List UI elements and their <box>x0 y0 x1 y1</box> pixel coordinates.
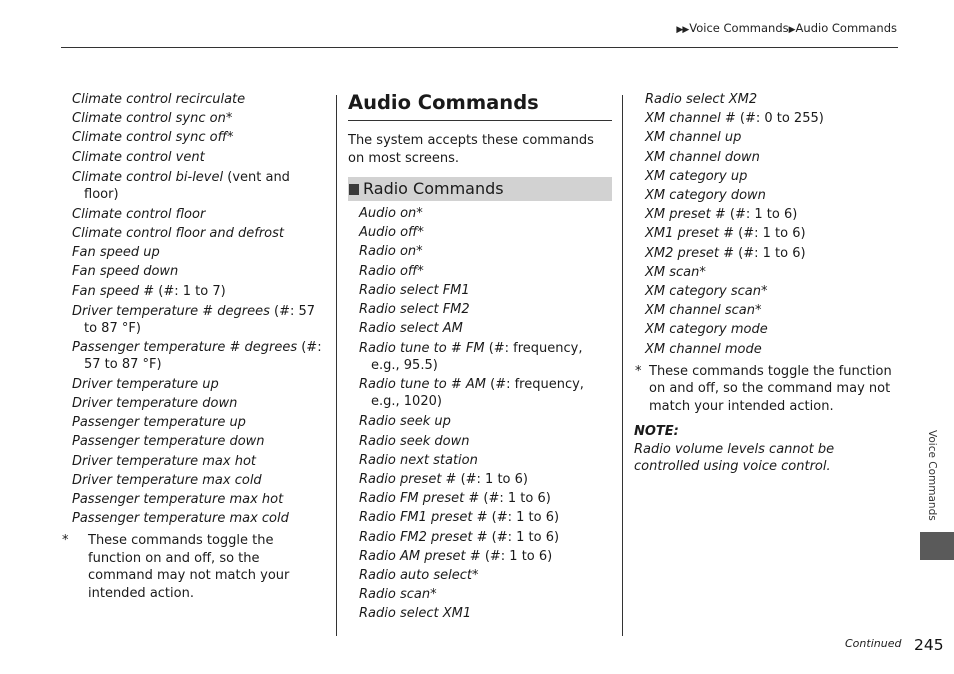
command-parameter: (#: frequency, e.g., 1020) <box>371 377 584 410</box>
footnote-text: These commands toggle the function on and off, so the command may not match your intended action. <box>649 363 892 414</box>
command-text: XM channel up <box>645 130 742 146</box>
command-text: Climate control sync off* <box>72 130 234 146</box>
command-item <box>359 451 612 470</box>
command-text: Radio seek down <box>359 433 470 449</box>
command-item <box>359 547 612 566</box>
footnote <box>62 532 327 602</box>
command-text: Audio on* <box>359 206 423 221</box>
section-title: Radio Commands <box>363 179 504 198</box>
command-text: Climate control vent <box>72 149 205 165</box>
command-item <box>359 528 612 547</box>
command-text: Radio auto select* <box>359 568 479 584</box>
command-text: Radio seek up <box>359 414 451 430</box>
command-text: XM channel mode <box>645 341 762 357</box>
command-item <box>72 109 327 128</box>
footnote-mark: * <box>635 363 642 379</box>
command-text: XM preset # <box>645 207 726 223</box>
command-item <box>72 471 327 490</box>
command-item <box>359 470 612 489</box>
command-item <box>645 340 900 359</box>
command-item <box>72 490 327 509</box>
command-item <box>359 262 612 281</box>
command-item <box>645 186 900 205</box>
arrow-icon: ▶ <box>788 25 795 35</box>
command-item <box>359 242 612 261</box>
command-text: Climate control recirculate <box>72 92 246 107</box>
command-item <box>72 282 327 301</box>
command-text: XM1 preset # <box>645 226 735 242</box>
footnote <box>635 363 900 416</box>
command-parameter: (#: 0 to 255) <box>735 111 824 127</box>
command-text: XM category up <box>645 168 748 184</box>
command-text: Radio select FM1 <box>359 282 470 298</box>
command-item <box>645 90 900 109</box>
chapter-tab[interactable] <box>920 532 954 560</box>
command-text: Fan speed # <box>72 283 155 299</box>
note-box <box>634 423 900 476</box>
footnote-mark: * <box>62 533 69 549</box>
command-item <box>645 320 900 339</box>
command-text: Fan speed up <box>72 245 160 261</box>
command-parameter: (#: 1 to 6) <box>479 491 551 507</box>
command-item <box>645 167 900 186</box>
side-tab-label: Voice Commands <box>926 430 938 521</box>
command-item <box>72 375 327 394</box>
command-item <box>359 432 612 451</box>
command-text: Radio preset # <box>359 472 457 488</box>
note-label: NOTE: <box>634 424 679 440</box>
command-item <box>645 148 900 167</box>
command-item <box>359 585 612 604</box>
command-text: Driver temperature max hot <box>72 453 257 469</box>
command-item <box>72 432 327 451</box>
command-item <box>72 128 327 147</box>
command-item <box>359 566 612 585</box>
command-item <box>72 509 327 528</box>
command-text: Passenger temperature max hot <box>72 492 284 508</box>
command-text: Radio FM1 preset # <box>359 510 488 526</box>
command-text: Radio on* <box>359 244 423 260</box>
command-item <box>645 263 900 282</box>
command-parameter: (#: 1 to 6) <box>734 226 806 242</box>
command-parameter: (#: 57 to 87 °F) <box>84 303 316 336</box>
command-item <box>359 300 612 319</box>
command-text: Radio select XM2 <box>645 92 758 107</box>
command-text: XM category scan* <box>645 284 768 300</box>
command-parameter: (#: 1 to 6) <box>725 207 798 223</box>
page-number: 245 <box>914 636 944 654</box>
command-text: XM2 preset # <box>645 245 735 261</box>
command-item <box>645 128 900 147</box>
command-item <box>72 224 327 243</box>
command-item <box>645 109 900 128</box>
section-header <box>348 177 612 201</box>
command-parameter: (vent and floor) <box>84 169 290 202</box>
command-text: XM channel scan* <box>645 303 762 319</box>
command-text: Radio FM preset # <box>359 491 480 507</box>
command-item <box>359 508 612 527</box>
command-parameter: (#: 1 to 6) <box>480 548 553 564</box>
command-item <box>359 604 612 623</box>
command-text: Driver temperature down <box>72 396 238 412</box>
command-item <box>359 204 612 223</box>
command-item <box>359 340 612 374</box>
square-bullet-icon <box>349 184 359 195</box>
command-text: XM scan* <box>645 264 706 280</box>
command-parameter: (#: 1 to 7) <box>154 283 226 299</box>
continued-label: Continued <box>845 637 902 650</box>
note-text: Radio volume levels cannot be controlled using voice control. <box>634 441 835 475</box>
command-text: Radio AM preset # <box>359 548 481 564</box>
command-text: XM category mode <box>645 322 768 338</box>
command-item <box>72 90 327 109</box>
command-text: Driver temperature max cold <box>72 472 262 488</box>
intro-text: The system accepts these commands on most screens. <box>348 133 594 166</box>
page-title: Audio Commands <box>348 91 539 114</box>
command-text: Radio off* <box>359 263 424 279</box>
command-parameter: (#: 1 to 6) <box>456 472 528 488</box>
middle-column <box>348 90 612 624</box>
command-item <box>359 223 612 242</box>
command-text: Audio off* <box>359 225 424 241</box>
command-item <box>645 301 900 320</box>
command-text: XM channel down <box>645 149 760 165</box>
left-column <box>62 90 327 602</box>
breadcrumb <box>676 21 897 35</box>
breadcrumb-part-2: Audio Commands <box>795 21 897 35</box>
command-parameter: (#: 1 to 6) <box>487 510 560 526</box>
command-item <box>72 205 327 224</box>
command-parameter: (#: frequency, e.g., 95.5) <box>371 341 583 374</box>
xm-command-list <box>645 90 900 359</box>
command-item <box>72 243 327 262</box>
command-text: Passenger temperature max cold <box>72 511 289 527</box>
command-text: Radio tune to # FM <box>359 341 485 357</box>
command-item <box>72 394 327 413</box>
command-item <box>645 205 900 224</box>
command-parameter: (#: 1 to 6) <box>487 529 560 545</box>
right-column <box>634 90 900 476</box>
command-text: XM channel # <box>645 111 736 127</box>
command-item <box>359 281 612 300</box>
command-text: Radio scan* <box>359 587 437 603</box>
command-item <box>72 413 327 432</box>
double-arrow-icon: ▶▶ <box>676 25 689 35</box>
command-text: Climate control sync on* <box>72 111 233 127</box>
command-text: Driver temperature # degrees <box>72 303 270 319</box>
command-item <box>72 169 327 203</box>
footnote-text: These commands toggle the function on and off, so the command may not match your intended action. <box>88 533 290 601</box>
command-text: Passenger temperature down <box>72 434 265 450</box>
command-item <box>359 319 612 338</box>
command-parameter: (#: 57 to 87 °F) <box>84 339 322 372</box>
command-text: Fan speed down <box>72 264 179 280</box>
command-item <box>645 244 900 263</box>
command-text: XM category down <box>645 188 766 204</box>
command-item <box>359 489 612 508</box>
command-text: Radio select XM1 <box>359 606 472 622</box>
command-text: Passenger temperature up <box>72 415 246 431</box>
command-text: Climate control floor and defrost <box>72 226 285 242</box>
command-item <box>72 452 327 471</box>
column-divider-right <box>622 95 623 636</box>
command-text: Climate control floor <box>72 206 206 222</box>
climate-command-list <box>72 90 327 528</box>
command-parameter: (#: 1 to 6) <box>734 245 806 261</box>
command-text: Passenger temperature # degrees <box>72 339 298 355</box>
command-item <box>72 262 327 281</box>
breadcrumb-part-1: Voice Commands <box>689 21 789 35</box>
command-item <box>72 339 327 373</box>
command-item <box>359 376 612 410</box>
command-item <box>645 282 900 301</box>
command-text: Radio FM2 preset # <box>359 529 488 545</box>
command-text: Radio tune to # AM <box>359 377 486 393</box>
header-divider <box>61 47 898 48</box>
command-text: Radio select AM <box>359 321 463 337</box>
command-text: Climate control bi-level <box>72 169 224 185</box>
radio-command-list <box>348 204 612 624</box>
command-item <box>359 412 612 431</box>
title-underline <box>348 120 612 121</box>
command-item <box>72 148 327 167</box>
command-text: Driver temperature up <box>72 376 219 392</box>
command-item <box>72 303 327 337</box>
command-item <box>645 224 900 243</box>
command-text: Radio select FM2 <box>359 302 470 318</box>
column-divider-left <box>336 95 337 636</box>
command-text: Radio next station <box>359 452 478 468</box>
